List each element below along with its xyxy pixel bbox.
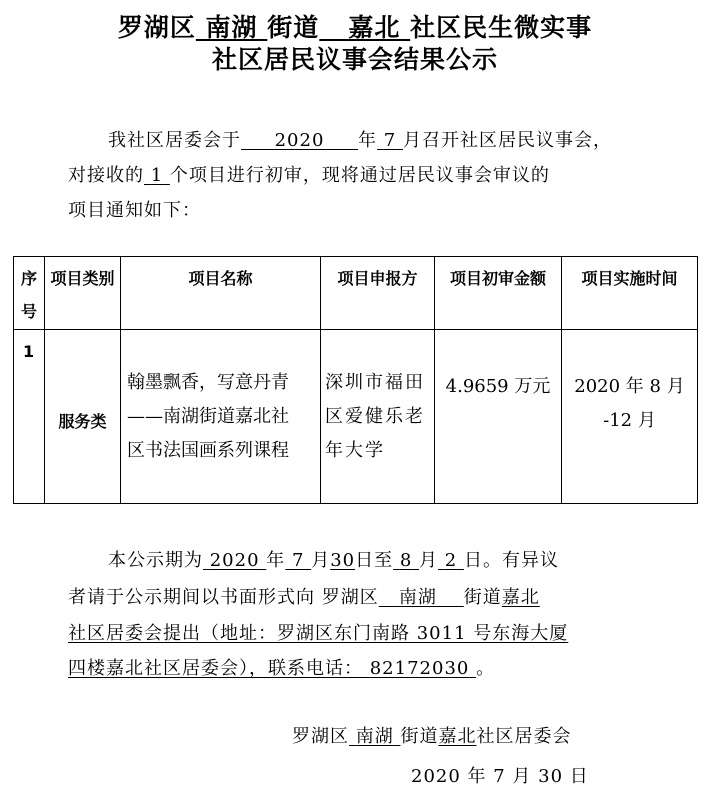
row-project-name: 翰墨飘香，写意丹青 ——南湖街道嘉北社 区书法国画系列课程	[121, 330, 321, 504]
title-prefix: 罗湖区	[117, 13, 196, 42]
period-start-day: 30	[330, 550, 356, 571]
title-district: 南湖	[205, 13, 258, 42]
notice-community: 嘉北	[501, 587, 540, 608]
header-time: 项目实施时间	[562, 257, 698, 330]
title-street-label: 街道	[267, 13, 320, 42]
signature-community: 嘉北	[438, 726, 477, 747]
title-suffix: 社区民生微实事	[410, 13, 593, 42]
header-seq: 序 号	[14, 257, 45, 330]
row-applicant: 深圳市福田 区爱健乐老 年大学	[321, 330, 435, 504]
notice-line-2: 者请于公示期间以书面形式向 罗湖区 南湖 街道嘉北	[68, 587, 540, 608]
row-amount: 4.9659 万元	[435, 330, 562, 504]
meeting-month: 7	[383, 130, 397, 151]
contact-phone: 82172030	[369, 658, 470, 679]
signature-district: 南湖	[355, 726, 394, 747]
signature-org: 罗湖区 南湖 街道嘉北社区居委会	[292, 726, 572, 747]
table-header-row	[14, 257, 698, 330]
period-year: 2020	[209, 550, 260, 571]
page-subtitle: 社区居民议事会结果公示	[211, 45, 498, 74]
meeting-year: 2020	[274, 130, 325, 151]
page-title	[0, 8, 710, 44]
intro-line-2: 对接收的 1 个项目进行初审，现将通过居民议事会审议的	[68, 165, 550, 186]
notice-line-4: 四楼嘉北社区居委会），联系电话： 82172030 。	[68, 658, 496, 679]
header-amount: 项目初审金额	[435, 257, 562, 330]
row-time: 2020 年 8 月 -12 月	[562, 330, 698, 504]
notice-district: 南湖	[398, 587, 437, 608]
table-row	[14, 330, 698, 504]
title-community: 嘉北	[348, 13, 401, 42]
signature-date: 2020 年 7 月 30 日	[411, 766, 589, 787]
notice-line-1: 本公示期为 2020 年 7 月30日至 8 月 2 日。有异议	[108, 550, 559, 571]
row-category: 服务类	[45, 330, 121, 504]
header-name: 项目名称	[121, 257, 321, 330]
project-count: 1	[150, 165, 164, 186]
notice-line-3: 社区居委会提出（地址：罗湖区东门南路 3011 号东海大厦	[68, 623, 569, 644]
header-applicant: 项目申报方	[321, 257, 435, 330]
period-start-month: 7	[292, 550, 305, 571]
intro-line-3: 项目通知如下：	[68, 200, 201, 221]
results-table	[13, 256, 698, 504]
header-category: 项目类别	[45, 257, 121, 330]
period-end-month: 8	[399, 550, 413, 571]
period-end-day: 2	[444, 550, 458, 571]
row-seq: 1	[14, 330, 45, 504]
intro-line-1: 我社区居委会于 2020 年 7 月召开社区居民议事会，	[108, 130, 612, 151]
